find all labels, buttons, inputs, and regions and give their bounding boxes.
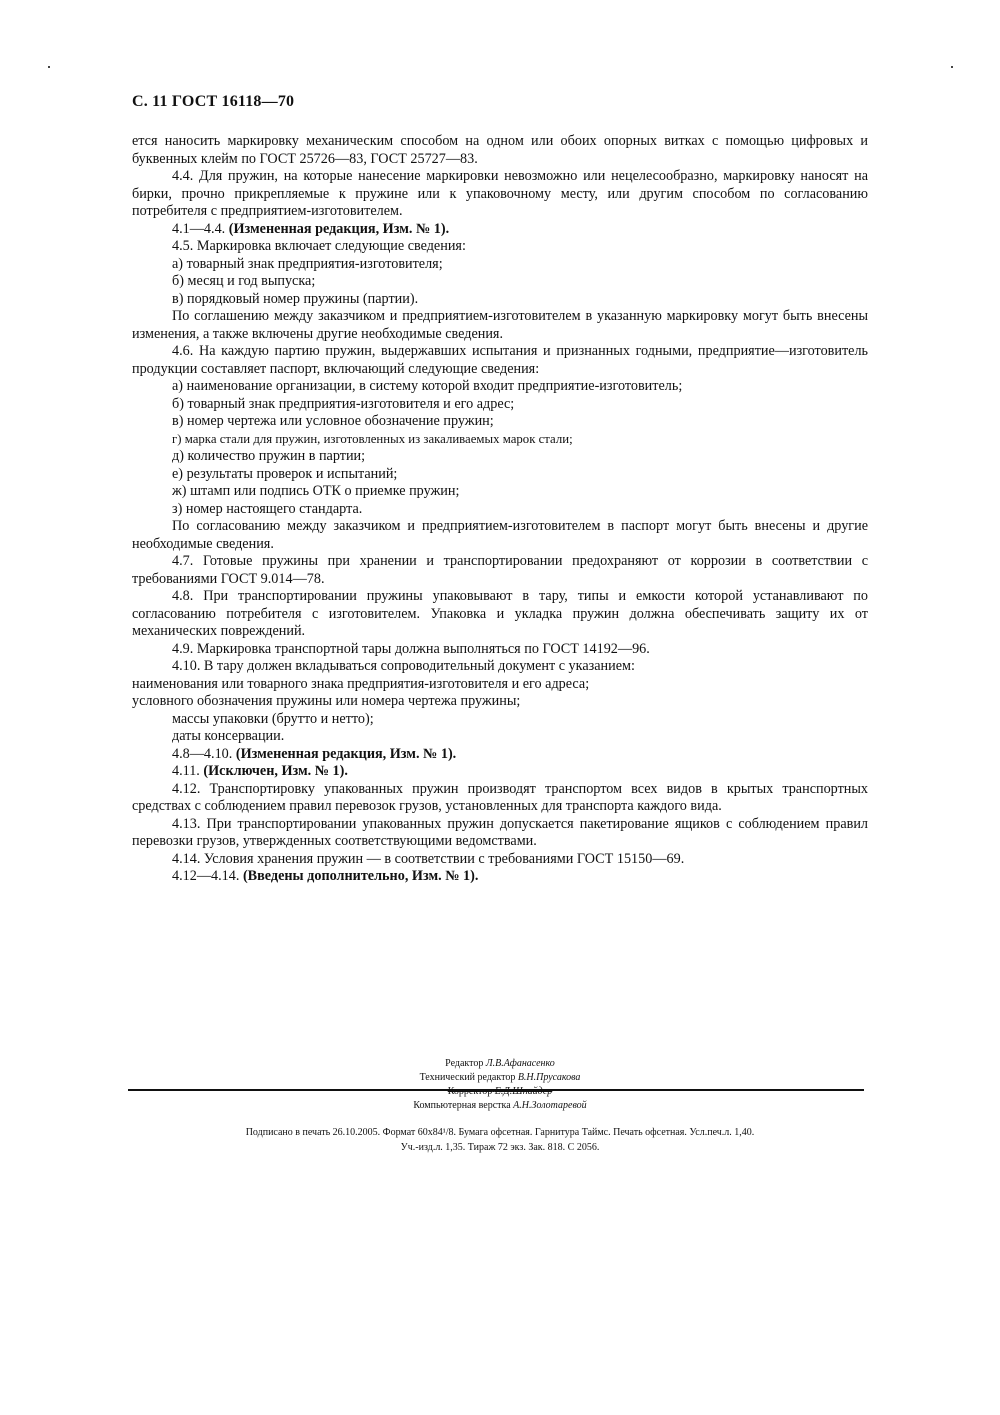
- credit-editor: [0, 1057, 1000, 1071]
- credit-tech-editor: [0, 1071, 1000, 1085]
- paragraph-4-13: 4.13. При транспортировании упакованных пружин допускается пакетирование ящиков с соблюдением правил перевозки грузов, утвержденных соответствующими ведомствами.: [132, 815, 868, 849]
- list-item: массы упаковки (брутто и нетто);: [172, 710, 374, 727]
- scan-dot-right: [951, 66, 953, 68]
- list-item: а) товарный знак предприятия-изготовителя;: [172, 255, 443, 272]
- paragraph-agreement-passport: По согласованию между заказчиком и предприятием-изготовителем в паспорт могут быть внесены и другие необходимые сведения.: [132, 518, 868, 552]
- paragraph-4-7: 4.7. Готовые пружины при хранении и транспортировании предохраняют от коррозии в соответствии с требованиями ГОСТ 9.014—78.: [132, 553, 868, 587]
- credits-block: [0, 1057, 1000, 1113]
- imprint-block: [0, 1125, 1000, 1155]
- paragraph-agreement-marking: По соглашению между заказчиком и предприятием-изготовителем в указанную маркировку могут быть внесены изменения, а также включены другие необходимые сведения.: [132, 308, 868, 342]
- credit-label: Технический редактор: [419, 1072, 516, 1083]
- change-note-4-1-4-4: [132, 221, 868, 239]
- paragraph-4-10: 4.10. В тару должен вкладываться сопроводительный документ с указанием:: [172, 658, 635, 674]
- credit-label: Компьютерная верстка: [413, 1100, 511, 1111]
- list-item: е) результаты проверок и испытаний;: [172, 465, 398, 482]
- list-item: наименования или товарного знака предприятия-изготовителя и его адреса;: [132, 675, 590, 692]
- credit-label: Корректор: [447, 1086, 493, 1097]
- paragraph-continuation: ется наносить маркировку механическим способом на одном или обоих опорных витках с помощью цифровых и буквенных клейм по ГОСТ 25726—83, ГОСТ 25727—83.: [132, 133, 868, 167]
- change-note-text: (Введены дополнительно, Изм. № 1).: [242, 868, 479, 884]
- scan-dot-left: [48, 66, 50, 68]
- imprint-line: Уч.-изд.л. 1,35. Тираж 72 экз. Зак. 818. С 2056.: [400, 1142, 600, 1153]
- list-item: а) наименование организации, в систему которой входит предприятие-изготовитель;: [172, 378, 683, 394]
- paragraph-4-12: 4.12. Транспортировку упакованных пружин производят транспортом всех видов в крытых транспортных средствах с соблюдением правил перевозок грузов, установленных для транспорта каждого вида.: [132, 780, 868, 814]
- paragraph-4-4: 4.4. Для пружин, на которые нанесение маркировки невозможно или нецелесообразно, маркировку наносят на бирки, прочно прикрепляемые к пружине или к упаковочному месту, или другим способом по согласованию потребителя с предприятием-изготовителем.: [132, 168, 868, 219]
- list-item: б) товарный знак предприятия-изготовителя и его адрес;: [172, 395, 515, 412]
- list-item: б) месяц и год выпуска;: [172, 273, 316, 289]
- change-note-number: 4.11.: [172, 763, 200, 779]
- paragraph-4-6: 4.6. На каждую партию пружин, выдержавших испытания и признанных годными, предприятие—изготовитель продукции составляет паспорт, включающий следующие сведения:: [132, 343, 868, 377]
- change-note-text: (Измененная редакция, Изм. № 1).: [235, 745, 457, 762]
- paragraph-4-8: 4.8. При транспортировании пружины упаковывают в тару, типы и емкости которой устанавливают по согласованию потребителя с изготовителем. Упаковка и укладка пружин должна обеспечивать защиту их от механических повреждений.: [132, 588, 868, 639]
- credit-name: Е.Д.Шнайдер: [494, 1086, 553, 1097]
- document-body: [132, 133, 868, 886]
- credits-divider: [128, 1089, 864, 1091]
- imprint-line: Подписано в печать 26.10.2005. Формат 60х84¹/8. Бумага офсетная. Гарнитура Таймс. Печать офсетная. Усл.печ.л. 1,40.: [245, 1127, 755, 1138]
- page-header: С. 11 ГОСТ 16118—70: [132, 93, 295, 110]
- change-note-number: 4.1—4.4.: [172, 220, 226, 237]
- change-note-4-11: [132, 763, 868, 781]
- change-note-4-8-4-10: [132, 746, 868, 764]
- paragraph-4-9: 4.9. Маркировка транспортной тары должна выполняться по ГОСТ 14192—96.: [172, 640, 650, 657]
- list-item: даты консервации.: [172, 728, 285, 744]
- credit-label: Редактор: [445, 1058, 484, 1069]
- paragraph-4-5: 4.5. Маркировка включает следующие сведения:: [172, 238, 466, 254]
- paragraph-4-14: 4.14. Условия хранения пружин — в соответствии с требованиями ГОСТ 15150—69.: [172, 850, 685, 867]
- list-item: д) количество пружин в партии;: [172, 448, 366, 464]
- change-note-number: 4.12—4.14.: [172, 868, 240, 884]
- credit-layout: [0, 1099, 1000, 1113]
- list-item: ж) штамп или подпись ОТК о приемке пружин;: [172, 483, 460, 499]
- change-note-text: (Исключен, Изм. № 1).: [203, 763, 348, 779]
- change-note-4-12-4-14: [132, 868, 868, 886]
- credit-corrector: [0, 1085, 1000, 1099]
- credit-name: Л.В.Афанасенко: [485, 1058, 555, 1069]
- list-item: з) номер настоящего стандарта.: [172, 500, 363, 517]
- list-item: г) марка стали для пружин, изготовленных из закаливаемых марок стали;: [172, 431, 573, 446]
- credit-name: В.Н.Прусакова: [517, 1072, 581, 1083]
- change-note-number: 4.8—4.10.: [172, 745, 233, 762]
- list-item: в) номер чертежа или условное обозначение пружин;: [172, 413, 494, 429]
- list-item: условного обозначения пружины или номера чертежа пружины;: [132, 693, 521, 709]
- change-note-text: (Измененная редакция, Изм. № 1).: [228, 220, 450, 237]
- credit-name: А.Н.Золотаревой: [513, 1100, 587, 1111]
- list-item: в) порядковый номер пружины (партии).: [172, 290, 419, 307]
